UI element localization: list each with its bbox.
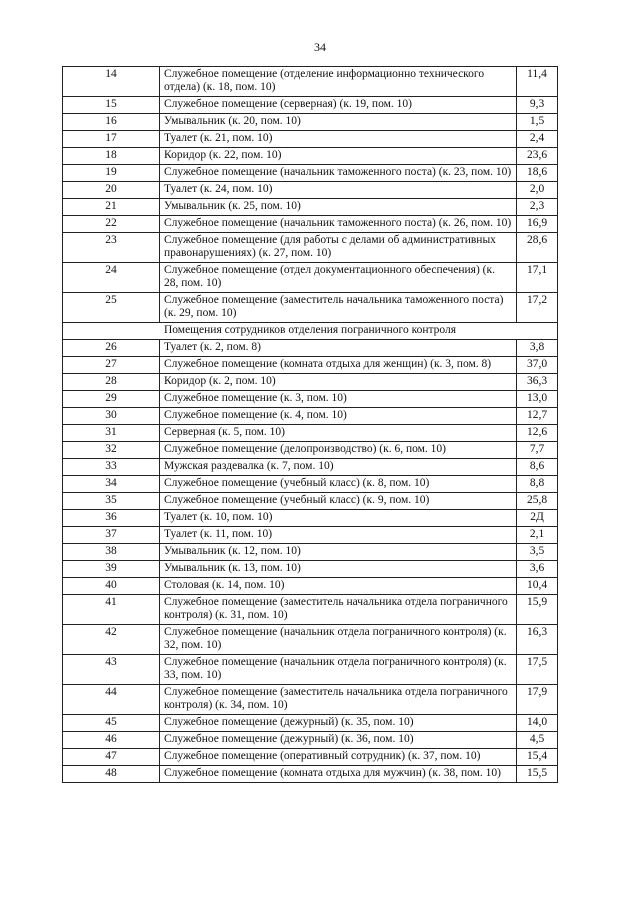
table-row: [63, 408, 558, 425]
row-number: 27: [63, 357, 160, 374]
room-name: Мужская раздевалка (к. 7, пом. 10): [160, 459, 517, 476]
room-name: Служебное помещение (к. 3, пом. 10): [160, 391, 517, 408]
table-row: [63, 425, 558, 442]
room-name: Служебное помещение (учебный класс) (к. 9, пом. 10): [160, 493, 517, 510]
table-row: [63, 374, 558, 391]
room-name: Туалет (к. 24, пом. 10): [160, 182, 517, 199]
table-row: [63, 199, 558, 216]
room-area: 3,6: [517, 561, 558, 578]
rooms-table-body-lower: [63, 340, 558, 783]
table-row: [63, 655, 558, 685]
table-row: [63, 715, 558, 732]
row-number: 40: [63, 578, 160, 595]
room-name: Умывальник (к. 13, пом. 10): [160, 561, 517, 578]
table-row: [63, 97, 558, 114]
room-area: 37,0: [517, 357, 558, 374]
table-row: [63, 766, 558, 783]
room-name: Туалет (к. 21, пом. 10): [160, 131, 517, 148]
room-area: 15,4: [517, 749, 558, 766]
room-name: Служебное помещение (начальник отдела пограничного контроля) (к. 33, пом. 10): [160, 655, 517, 685]
table-row: [63, 442, 558, 459]
room-area: 17,1: [517, 263, 558, 293]
row-number: 25: [63, 293, 160, 323]
room-area: 25,8: [517, 493, 558, 510]
table-row: [63, 293, 558, 323]
row-number: 38: [63, 544, 160, 561]
room-area: 10,4: [517, 578, 558, 595]
room-name: Служебное помещение (к. 4, пом. 10): [160, 408, 517, 425]
table-row: [63, 749, 558, 766]
room-name: Туалет (к. 2, пом. 8): [160, 340, 517, 357]
row-number: 48: [63, 766, 160, 783]
row-number: 24: [63, 263, 160, 293]
section-title: Помещения сотрудников отделения пограничного контроля: [63, 323, 558, 340]
table-row: [63, 233, 558, 263]
row-number: 18: [63, 148, 160, 165]
room-name: Служебное помещение (заместитель начальника таможенного поста) (к. 29, пом. 10): [160, 293, 517, 323]
row-number: 42: [63, 625, 160, 655]
table-row: [63, 182, 558, 199]
row-number: 23: [63, 233, 160, 263]
room-area: 7,7: [517, 442, 558, 459]
table-row: [63, 595, 558, 625]
room-area: 11,4: [517, 67, 558, 97]
room-area: 3,5: [517, 544, 558, 561]
row-number: 17: [63, 131, 160, 148]
room-area: 18,6: [517, 165, 558, 182]
table-row: [63, 131, 558, 148]
row-number: 37: [63, 527, 160, 544]
room-name: Служебное помещение (оперативный сотрудник) (к. 37, пом. 10): [160, 749, 517, 766]
row-number: 26: [63, 340, 160, 357]
room-name: Служебное помещение (дежурный) (к. 35, пом. 10): [160, 715, 517, 732]
table-row: [63, 544, 558, 561]
row-number: 46: [63, 732, 160, 749]
row-number: 43: [63, 655, 160, 685]
room-name: Коридор (к. 2, пом. 10): [160, 374, 517, 391]
room-area: 36,3: [517, 374, 558, 391]
row-number: 19: [63, 165, 160, 182]
page-number: 34: [314, 40, 326, 54]
row-number: 21: [63, 199, 160, 216]
room-area: 2,0: [517, 182, 558, 199]
room-area: 8,6: [517, 459, 558, 476]
row-number: 33: [63, 459, 160, 476]
row-number: 16: [63, 114, 160, 131]
room-name: Служебное помещение (отдел документационного обеспечения) (к. 28, пом. 10): [160, 263, 517, 293]
room-area: 13,0: [517, 391, 558, 408]
room-name: Служебное помещение (делопроизводство) (к. 6, пом. 10): [160, 442, 517, 459]
table-row: [63, 114, 558, 131]
row-number: 36: [63, 510, 160, 527]
section-header: [63, 323, 558, 340]
row-number: 31: [63, 425, 160, 442]
room-name: Туалет (к. 11, пом. 10): [160, 527, 517, 544]
room-name: Служебное помещение (заместитель начальника отдела пограничного контроля) (к. 34, пом. 10): [160, 685, 517, 715]
room-name: Коридор (к. 22, пом. 10): [160, 148, 517, 165]
row-number: 47: [63, 749, 160, 766]
room-name: Служебное помещение (дежурный) (к. 36, пом. 10): [160, 732, 517, 749]
room-name: Служебное помещение (отделение информационно технического отдела) (к. 18, пом. 10): [160, 67, 517, 97]
rooms-table: [62, 66, 558, 783]
table-row: [63, 67, 558, 97]
table-row: [63, 391, 558, 408]
room-area: 15,5: [517, 766, 558, 783]
row-number: 14: [63, 67, 160, 97]
row-number: 15: [63, 97, 160, 114]
row-number: 32: [63, 442, 160, 459]
room-area: 23,6: [517, 148, 558, 165]
room-name: Умывальник (к. 25, пом. 10): [160, 199, 517, 216]
room-area: 12,7: [517, 408, 558, 425]
room-area: 16,3: [517, 625, 558, 655]
room-name: Служебное помещение (комната отдыха для женщин) (к. 3, пом. 8): [160, 357, 517, 374]
table-row: [63, 148, 558, 165]
room-area: 8,8: [517, 476, 558, 493]
row-number: 28: [63, 374, 160, 391]
table-row: [63, 263, 558, 293]
section-header-row: [63, 323, 558, 340]
row-number: 29: [63, 391, 160, 408]
row-number: 20: [63, 182, 160, 199]
table-row: [63, 493, 558, 510]
room-name: Служебное помещение (начальник отдела пограничного контроля) (к. 32, пом. 10): [160, 625, 517, 655]
row-number: 35: [63, 493, 160, 510]
room-name: Служебное помещение (для работы с делами об административных правонарушениях) (к. 27, пом. 10): [160, 233, 517, 263]
row-number: 22: [63, 216, 160, 233]
room-name: Служебное помещение (начальник таможенного поста) (к. 26, пом. 10): [160, 216, 517, 233]
room-name: Служебное помещение (комната отдыха для мужчин) (к. 38, пом. 10): [160, 766, 517, 783]
room-name: Столовая (к. 14, пом. 10): [160, 578, 517, 595]
table-row: [63, 459, 558, 476]
room-area: 12,6: [517, 425, 558, 442]
room-area: 4,5: [517, 732, 558, 749]
room-area: 1,5: [517, 114, 558, 131]
row-number: 41: [63, 595, 160, 625]
table-row: [63, 165, 558, 182]
room-name: Служебное помещение (начальник таможенного поста) (к. 23, пом. 10): [160, 165, 517, 182]
row-number: 45: [63, 715, 160, 732]
room-name: Умывальник (к. 20, пом. 10): [160, 114, 517, 131]
rooms-table-body-upper: [63, 67, 558, 323]
room-area: 17,9: [517, 685, 558, 715]
row-number: 30: [63, 408, 160, 425]
table-row: [63, 685, 558, 715]
room-area: 14,0: [517, 715, 558, 732]
room-area: 28,6: [517, 233, 558, 263]
room-area: 17,2: [517, 293, 558, 323]
room-name: Служебное помещение (заместитель начальника отдела пограничного контроля) (к. 31, пом. 10): [160, 595, 517, 625]
table-row: [63, 561, 558, 578]
room-name: Служебное помещение (учебный класс) (к. 8, пом. 10): [160, 476, 517, 493]
room-name: Служебное помещение (серверная) (к. 19, пом. 10): [160, 97, 517, 114]
room-name: Туалет (к. 10, пом. 10): [160, 510, 517, 527]
row-number: 44: [63, 685, 160, 715]
table-row: [63, 732, 558, 749]
room-area: 2,1: [517, 527, 558, 544]
room-area: 2,3: [517, 199, 558, 216]
room-area: 3,8: [517, 340, 558, 357]
room-area: 9,3: [517, 97, 558, 114]
row-number: 34: [63, 476, 160, 493]
room-area: 15,9: [517, 595, 558, 625]
room-area: 2,4: [517, 131, 558, 148]
table-row: [63, 510, 558, 527]
table-row: [63, 476, 558, 493]
table-row: [63, 357, 558, 374]
room-area: 2Д: [517, 510, 558, 527]
table-row: [63, 578, 558, 595]
room-name: Умывальник (к. 12, пом. 10): [160, 544, 517, 561]
table-row: [63, 527, 558, 544]
table-row: [63, 625, 558, 655]
room-area: 17,5: [517, 655, 558, 685]
table-row: [63, 216, 558, 233]
row-number: 39: [63, 561, 160, 578]
room-area: 16,9: [517, 216, 558, 233]
table-row: [63, 340, 558, 357]
room-name: Серверная (к. 5, пом. 10): [160, 425, 517, 442]
